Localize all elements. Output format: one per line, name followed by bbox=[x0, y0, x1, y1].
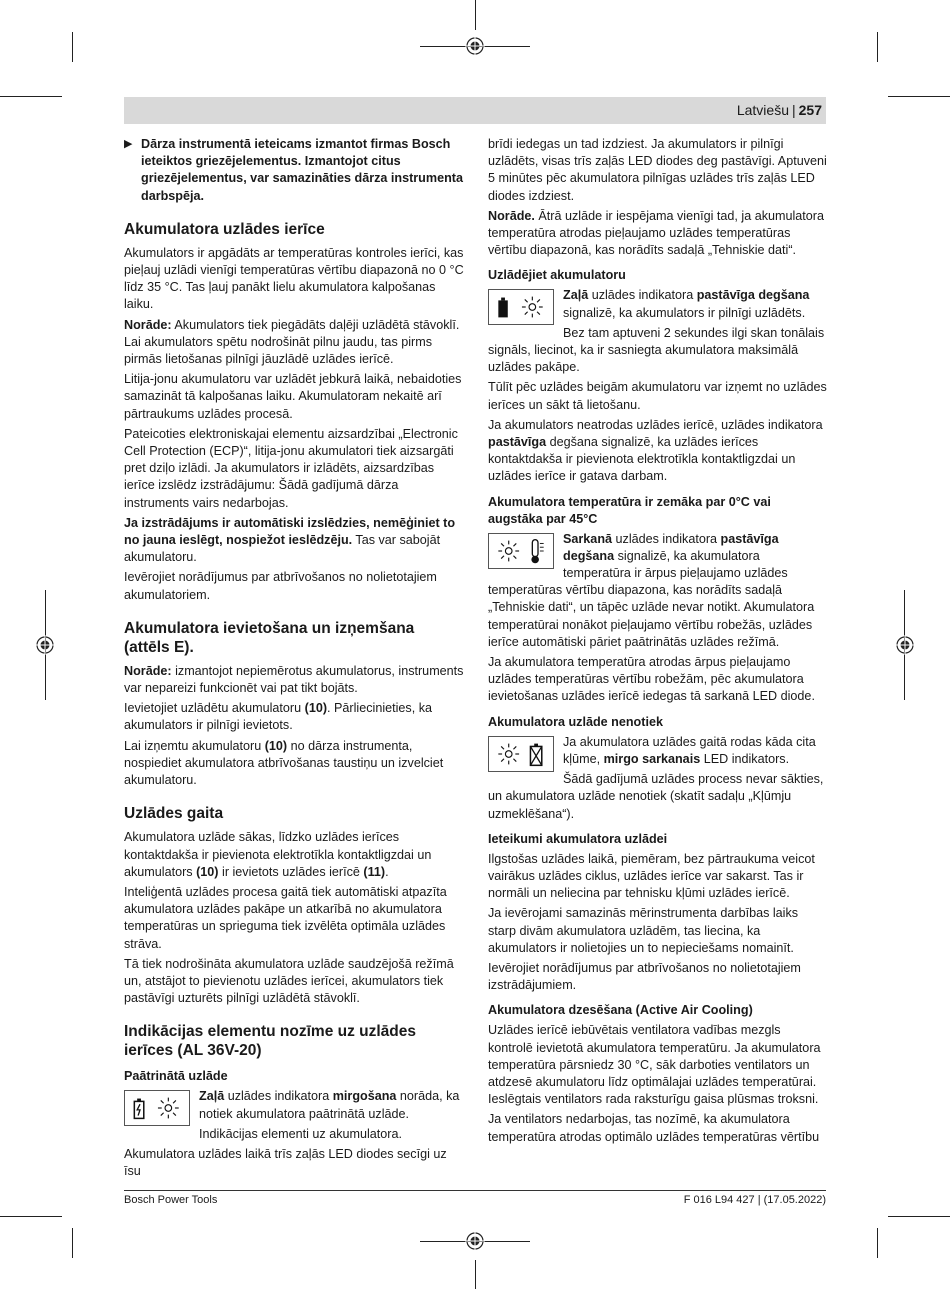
header-text: Latviešu | 257 bbox=[736, 102, 822, 118]
paragraph: Bez tam aptuveni 2 sekundes ilgi skan tonālais signāls, liecinot, ka ir sasniegta akumulatora maksimālā uzlādes pakāpe. bbox=[488, 325, 825, 375]
crop-mark bbox=[888, 1216, 950, 1217]
paragraph: Ilgstošas uzlādes laikā, piemēram, bez pārtraukuma veicot vairākus uzlādes ciklus, uzlādes ierīce var sakarst. Tas ir normāli un neliecina par tehnisku kļūmi uzlādes ierīcē. bbox=[488, 851, 815, 901]
registration-mark-icon bbox=[465, 1231, 485, 1251]
crop-mark bbox=[475, 0, 476, 30]
section-heading: Akumulatora ievietošana un izņemšana (attēls E). bbox=[124, 619, 415, 656]
crop-mark bbox=[0, 1216, 62, 1217]
paragraph: Tūlīt pēc uzlādes beigām akumulatoru var izņemt no uzlādes ierīces un sākt tā lietošanu. bbox=[488, 380, 827, 412]
crop-mark bbox=[888, 96, 950, 97]
paragraph: Ja akumulators neatrodas uzlādes ierīcē, uzlādes indikatora pastāvīga degšana signalizē, ka uzlādes ierīces kontaktdakša ir pievienota elektrotīkla kontaktligzdai un uzlādes ierīce ir gatava darbam. bbox=[488, 417, 823, 484]
temperature-led-icon bbox=[488, 533, 554, 569]
sub-heading: Paātrinātā uzlāde bbox=[124, 1069, 228, 1084]
paragraph: Ievērojiet norādījumus par atbrīvošanos no nolietotajiem akumulatoriem. bbox=[124, 570, 437, 602]
paragraph: Šādā gadījumā uzlādes process nevar sākties, un akumulatora uzlāde nenotiek (skatīt sadaļu „Kļūmju uzmeklēšana“). bbox=[488, 772, 824, 821]
sub-heading: Akumulatora dzesēšana (Active Air Cooling) bbox=[488, 1003, 753, 1018]
crop-mark bbox=[877, 1228, 878, 1258]
paragraph: Litija-jonu akumulatoru var uzlādēt jebkurā laikā, nebaidoties samazināt tā kalpošanas laiku. Akumulatoram nekaitē arī pārtraukums uzlādes procesā. bbox=[124, 372, 462, 421]
paragraph: Pateicoties elektroniskajai elementu aizsardzībai „Electronic Cell Protection (ECP)“, litija-jonu akumulatori tiek aizsargāti pret dziļo izlādi. Ja akumulators ir izlādēts, aizsardzības ierīce izslēdz izstrādājumu: Šādā gadījumā dārza instruments vairs nedarbojas. bbox=[124, 426, 458, 510]
battery-charging-blink-icon bbox=[124, 1090, 190, 1126]
page-number: 257 bbox=[798, 102, 822, 118]
left-column bbox=[124, 136, 464, 1183]
paragraph: brīdi iedegas un tad izdziest. Ja akumulators ir pilnīgi uzlādēts, visas trīs zaļās LED diodes deg pastāvīgi. Aptuveni 5 minūtes pēc akumulatora pilnīgas uzlādes trīs zaļās LED diodes izdziest. bbox=[488, 137, 827, 203]
crop-mark bbox=[877, 32, 878, 62]
paragraph: Ja ventilators nedarbojas, tas nozīmē, ka akumulatora temperatūra atrodas optimālo uzlādes temperatūras vērtību bbox=[488, 1112, 820, 1144]
paragraph: Norāde: Akumulators tiek piegādāts daļēji uzlādētā stāvoklī. Lai akumulators spētu nodrošināt pilnu jaudu, tas pirms pirmās lietošanas pilnīgi jāuzlādē uzlādes ierīcē. bbox=[124, 317, 460, 367]
paragraph: Akumulatora uzlāde sākas, līdzko uzlādes ierīces kontaktdakša ir pievienota elektrotīkla kontaktligzdai un akumulators (10) ir ievietots uzlādes ierīcē (11). bbox=[124, 830, 432, 879]
crop-mark bbox=[72, 1228, 73, 1258]
registration-mark-icon bbox=[35, 635, 55, 655]
section-heading: Uzlādes gaita bbox=[124, 805, 224, 823]
paragraph: Inteliģentā uzlādes procesa gaitā tiek automātiski atpazīta akumulatora uzlādes pakāpe un atkarībā no akumulatora temperatūras un sprieguma tiek izvēlēta optimāla uzlādes strāva. bbox=[124, 884, 447, 951]
right-column bbox=[488, 136, 828, 1149]
paragraph: Zaļā uzlādes indikatora mirgošana norāda, ka notiek akumulatora paātrinātā uzlāde. bbox=[199, 1089, 460, 1121]
paragraph: Akumulatora uzlādes laikā trīs zaļās LED diodes secīgi uz īsu bbox=[124, 1146, 447, 1179]
paragraph: Ja izstrādājums ir automātiski izslēdzies, nemēģiniet to no jauna ieslēgt, nospiežot ieslēdzēju. Tas var sabojāt akumulatoru. bbox=[124, 515, 456, 565]
paragraph: Ievietojiet uzlādētu akumulatoru (10). Pārliecinieties, ka akumulators ir pilnīgi ievietots. bbox=[124, 701, 433, 733]
crop-mark bbox=[0, 96, 62, 97]
sub-heading: Ieteikumi akumulatora uzlādei bbox=[488, 831, 668, 846]
battery-fault-led-icon bbox=[488, 736, 554, 772]
paragraph: Ja akumulatora temperatūra atrodas ārpus pieļaujamo uzlādes temperatūras vērtību robežām, pēc akumulatora ievietošanas uzlādes ierīcē iedegas tā sarkanā LED diode. bbox=[488, 655, 815, 704]
sub-heading: Akumulatora uzlāde nenotiek bbox=[488, 714, 663, 729]
header-language: Latviešu bbox=[736, 102, 789, 118]
battery-full-led-icon bbox=[488, 289, 554, 325]
section-heading: Akumulatora uzlādes ierīce bbox=[124, 220, 325, 238]
paragraph: Akumulators ir apgādāts ar temperatūras kontroles ierīci, kas pieļauj uzlādi vienīgi temperatūras vērtību diapazonā no 0 °C līdz 35 °C. Tas ļauj panākt lielu akumulatora kalpošanas laiku. bbox=[124, 245, 464, 312]
paragraph: Lai izņemtu akumulatoru (10) no dārza instrumenta, nospiediet akumulatora atbrīvošanas taustiņu un izvelciet akumulatoru. bbox=[124, 738, 444, 788]
paragraph: Indikācijas elementi uz akumulatora. bbox=[199, 1126, 403, 1141]
paragraph: Tā tiek nodrošināta akumulatora uzlāde saudzējošā režīmā un, atstājot to pievienotu uzlādes ierīcei, akumulators tiek pastāvīgi uzturēts pilnīgi uzlādētā stāvoklī. bbox=[124, 956, 454, 1006]
crop-mark bbox=[72, 32, 73, 62]
registration-mark-icon bbox=[465, 36, 485, 56]
sub-heading: Uzlādējiet akumulatoru bbox=[488, 268, 626, 283]
warning-bullet: ▶ Dārza instrumentā ieteicams izmantot firmas Bosch ieteiktos griezējelementus. Izmantojot citus griezējelementus, var samazināties dārza instrumenta darbspēja. bbox=[124, 137, 463, 203]
paragraph: Norāde. Ātrā uzlāde ir iespējama vienīgi tad, ja akumulatora temperatūra atrodas pieļaujamo uzlādes temperatūras vērtību diapazonā, kas norādīts sadaļā „Tehniskie dati“. bbox=[488, 208, 824, 258]
section-heading: Indikācijas elementu nozīme uz uzlādes ierīces (AL 36V-20) bbox=[124, 1023, 417, 1060]
paragraph: Zaļā uzlādes indikatora pastāvīga degšana signalizē, ka akumulators ir pilnīgi uzlādēts. bbox=[563, 288, 810, 320]
page-footer bbox=[124, 1190, 826, 1206]
footer-publisher: Bosch Power Tools bbox=[124, 1194, 218, 1206]
bullet-arrow-icon: ▶ bbox=[124, 138, 133, 150]
paragraph: Ievērojiet norādījumus par atbrīvošanos no nolietotajiem izstrādājumiem. bbox=[488, 960, 801, 993]
paragraph: Norāde: izmantojot nepiemērotus akumulatorus, instruments var nepareizi funkcionēt vai pat tikt bojāts. bbox=[124, 663, 464, 696]
page-header bbox=[124, 97, 826, 124]
crop-mark bbox=[475, 1260, 476, 1289]
paragraph: Uzlādes ierīcē iebūvētais ventilatora vadības mezgls kontrolē ievietotā akumulatora temperatūru. Ja akumulatora temperatūra pārsniedz 30 °C, sāk darboties ventilators un atdzesē akumulatoru līdz optimālajai uzlādes temperatūrai. Ieslēgtais ventilators rada raksturīgu gaisa plūsmas troksni. bbox=[488, 1023, 821, 1107]
footer-doc-id: F 016 L94 427 | (17.05.2022) bbox=[683, 1194, 826, 1206]
registration-mark-icon bbox=[895, 635, 915, 655]
paragraph: Sarkanā uzlādes indikatora pastāvīga degšana signalizē, ka akumulatora temperatūra ir ārpus pieļaujamo uzlādes temperatūras vērtību diapazona, kas norādīts sadaļā „Tehniskie dati“, un tāpēc uzlāde nevar notikt. Akumulatora temperatūrai nonākot pieļaujamo vērtību robežās, uzlādes ierīce automātiski pāriet paātrinātās uzlādes režīmā. bbox=[488, 531, 815, 649]
paragraph: Ja akumulatora uzlādes gaitā rodas kāda cita kļūme, mirgo sarkanais LED indikators. bbox=[563, 734, 816, 766]
sub-heading: Akumulatora temperatūra ir zemāka par 0°C vai augstāka par 45°C bbox=[488, 494, 771, 526]
paragraph: Ja ievērojami samazinās mērinstrumenta darbības laiks starp divām akumulatora uzlādēm, tas liecina, ka akumulators ir nolietojies un to nepieciešams nomainīt. bbox=[488, 906, 799, 955]
